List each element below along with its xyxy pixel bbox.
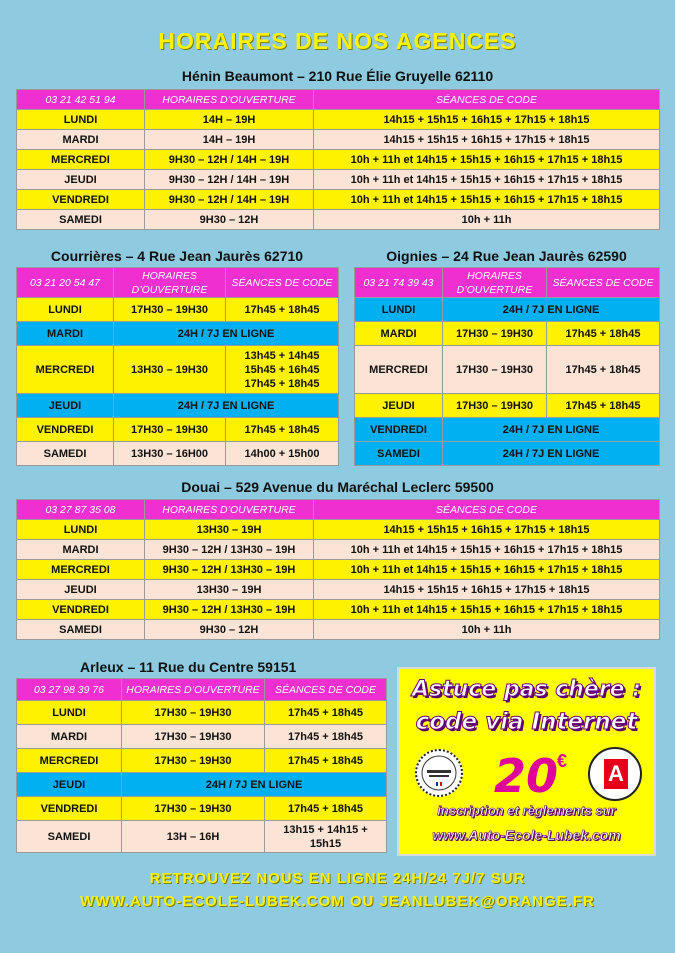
promo-banner xyxy=(397,667,656,856)
henin-col-hours: HORAIRES D’OUVERTURE xyxy=(145,90,314,110)
table-row: LUNDI 24H / 7J EN LIGNE xyxy=(355,298,660,322)
table-row: MARDI 24H / 7J EN LIGNE xyxy=(17,322,339,346)
table-row: LUNDI 14H – 19H 14h15 + 15h15 + 16h15 + 17h15 + 18h15 xyxy=(17,110,660,130)
table-row: SAMEDI 13H30 – 16H00 14h00 + 15h00 xyxy=(17,442,339,466)
table-row: MARDI 17H30 – 19H30 17h45 + 18h45 xyxy=(17,725,387,749)
henin-phone: 03 21 42 51 94 xyxy=(17,90,145,110)
table-row: MARDI 9H30 – 12H / 13H30 – 19H 10h + 11h et 14h15 + 15h15 + 16h15 + 17h15 + 18h15 xyxy=(17,540,660,560)
table-row: VENDREDI 17H30 – 19H30 17h45 + 18h45 xyxy=(17,797,387,821)
table-row: LUNDI 17H30 – 19H30 17h45 + 18h45 xyxy=(17,701,387,725)
auto-ecole-logo-icon xyxy=(588,747,642,801)
table-row: MERCREDI 9H30 – 12H / 13H30 – 19H 10h + 11h et 14h15 + 15h15 + 16h15 + 17h15 + 18h15 xyxy=(17,560,660,580)
table-row: VENDREDI 9H30 – 12H / 14H – 19H 10h + 11h et 14h15 + 15h15 + 16h15 + 17h15 + 18h15 xyxy=(17,190,660,210)
table-row: MERCREDI 9H30 – 12H / 14H – 19H 10h + 11h et 14h15 + 15h15 + 16h15 + 17h15 + 18h15 xyxy=(17,150,660,170)
table-row: SAMEDI 24H / 7J EN LIGNE xyxy=(355,442,660,466)
arleux-phone: 03 27 98 39 76 xyxy=(17,679,122,701)
douai-title: Douai – 529 Avenue du Maréchal Leclerc 59500 xyxy=(181,479,494,495)
footer-line-2[interactable]: WWW.AUTO-ECOLE-LUBEK.COM OU JEANLUBEK@ORANGE.FR xyxy=(80,893,595,910)
promo-currency: € xyxy=(557,751,568,771)
table-row: VENDREDI 17H30 – 19H30 17h45 + 18h45 xyxy=(17,418,339,442)
arleux-col-hours: HORAIRES D’OUVERTURE xyxy=(122,679,265,701)
promo-headline: Astuce pas chère : xyxy=(411,677,642,702)
douai-col-hours: HORAIRES D’OUVERTURE xyxy=(145,500,314,520)
logo-letter: A xyxy=(604,759,628,789)
oignies-title: Oignies – 24 Rue Jean Jaurès 62590 xyxy=(386,248,627,264)
table-row: LUNDI 17H30 – 19H30 17h45 + 18h45 xyxy=(17,298,339,322)
table-row: JEUDI 24H / 7J EN LIGNE xyxy=(17,773,387,797)
arleux-title: Arleux – 11 Rue du Centre 59151 xyxy=(80,659,297,675)
table-row: MARDI 17H30 – 19H30 17h45 + 18h45 xyxy=(355,322,660,346)
table-row: SAMEDI 9H30 – 12H 10h + 11h xyxy=(17,210,660,230)
courrieres-table xyxy=(16,267,339,466)
courrieres-col-hours: HORAIRES D’OUVERTURE xyxy=(114,268,226,298)
oignies-col-sessions: SÉANCES DE CODE xyxy=(547,268,660,298)
table-row: LUNDI 13H30 – 19H 14h15 + 15h15 + 16h15 + 17h15 + 18h15 xyxy=(17,520,660,540)
table-row: JEUDI 9H30 – 12H / 14H – 19H 10h + 11h et 14h15 + 15h15 + 16h15 + 17h15 + 18h15 xyxy=(17,170,660,190)
oignies-phone: 03 21 74 39 43 xyxy=(355,268,443,298)
oignies-col-hours: HORAIRES D’OUVERTURE xyxy=(443,268,547,298)
douai-table xyxy=(16,499,660,640)
table-row: MARDI 14H – 19H 14h15 + 15h15 + 16h15 + 17h15 + 18h15 xyxy=(17,130,660,150)
arleux-table xyxy=(16,678,387,853)
promo-registration-text: inscription et règlements sur xyxy=(437,803,616,818)
table-row: JEUDI 13H30 – 19H 14h15 + 15h15 + 16h15 + 17h15 + 18h15 xyxy=(17,580,660,600)
quality-seal-icon xyxy=(415,749,463,797)
table-row: VENDREDI 24H / 7J EN LIGNE xyxy=(355,418,660,442)
footer-line-1: RETROUVEZ NOUS EN LIGNE 24H/24 7J/7 SUR xyxy=(149,870,526,887)
table-row: MERCREDI 17H30 – 19H30 17h45 + 18h45 xyxy=(355,346,660,394)
courrieres-title: Courrières – 4 Rue Jean Jaurès 62710 xyxy=(50,248,304,264)
promo-subheadline: code via Internet xyxy=(415,709,638,735)
henin-col-sessions: SÉANCES DE CODE xyxy=(314,90,660,110)
oignies-table xyxy=(354,267,660,466)
courrieres-phone: 03 21 20 54 47 xyxy=(17,268,114,298)
courrieres-col-sessions: SÉANCES DE CODE xyxy=(226,268,339,298)
table-row: SAMEDI 9H30 – 12H 10h + 11h xyxy=(17,620,660,640)
table-row: JEUDI 17H30 – 19H30 17h45 + 18h45 xyxy=(355,394,660,418)
promo-price: 20 xyxy=(494,749,559,803)
table-row: MERCREDI 13H30 – 19H30 13h45 + 14h45 15h45 + 16h45 17h45 + 18h45 xyxy=(17,346,339,394)
promo-website-link[interactable]: www.Auto-Ecole-Lubek.com xyxy=(432,827,621,843)
douai-col-sessions: SÉANCES DE CODE xyxy=(314,500,660,520)
douai-phone: 03 27 87 35 08 xyxy=(17,500,145,520)
table-row: MERCREDI 17H30 – 19H30 17h45 + 18h45 xyxy=(17,749,387,773)
table-row: SAMEDI 13H – 16H 13h15 + 14h15 + 15h15 xyxy=(17,821,387,853)
henin-title: Hénin Beaumont – 210 Rue Élie Gruyelle 62110 xyxy=(181,68,494,84)
table-row: JEUDI 24H / 7J EN LIGNE xyxy=(17,394,339,418)
page-title: HORAIRES DE NOS AGENCES xyxy=(158,28,517,54)
arleux-col-sessions: SÉANCES DE CODE xyxy=(265,679,387,701)
table-row: VENDREDI 9H30 – 12H / 13H30 – 19H 10h + 11h et 14h15 + 15h15 + 16h15 + 17h15 + 18h15 xyxy=(17,600,660,620)
henin-table xyxy=(16,89,660,230)
